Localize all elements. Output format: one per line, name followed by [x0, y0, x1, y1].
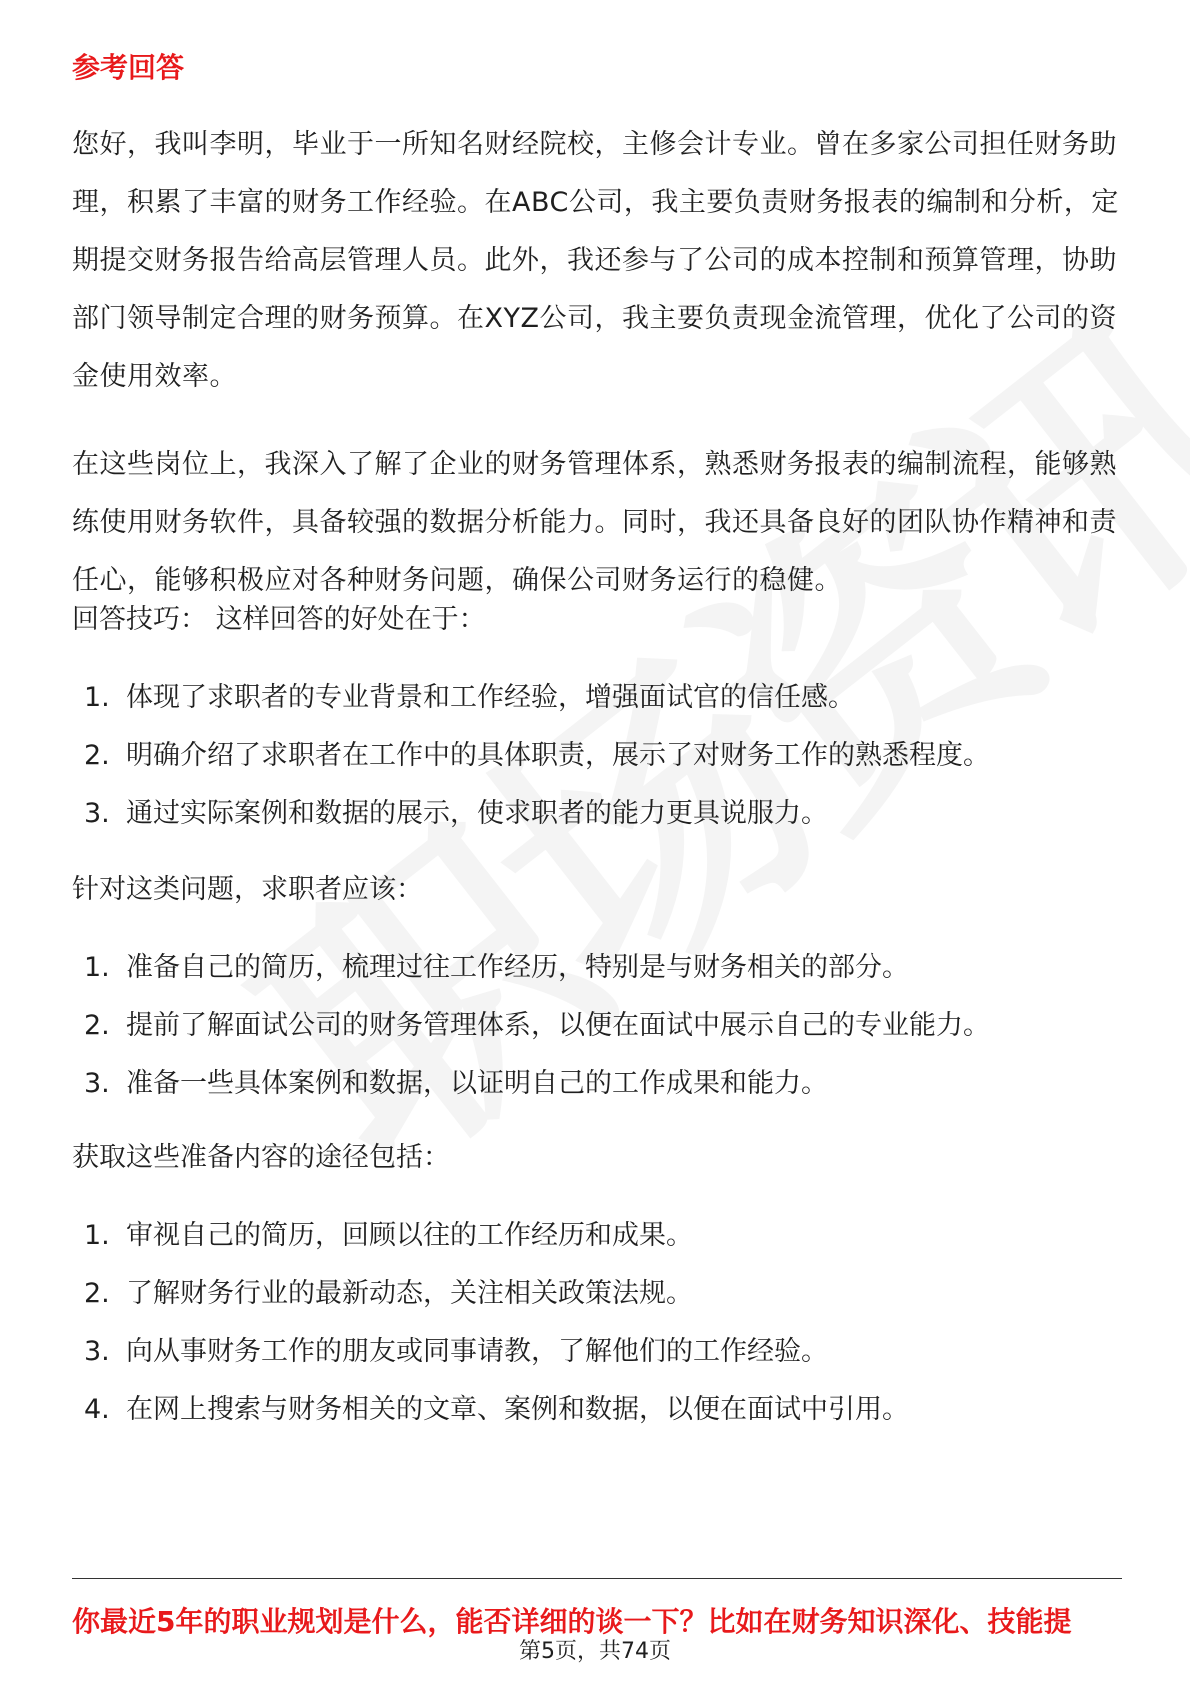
list-item: 3. 通过实际案例和数据的展示，使求职者的能力更具说服力。 — [84, 798, 828, 829]
answer-paragraph-1: 您好，我叫李明，毕业于一所知名财经院校，主修会计专业。曾在多家公司担任财务助理，积累了丰富的财务工作经验。在ABC公司，我主要负责财务报表的编制和分析，定期提交财务报告给高层管理人员。此外，我还参与了公司的成本控制和预算管理，协助部门领导制定合理的财务预算。在XYZ公司，我主要负责现金流管理，优化了公司的资金使用效率。 — [72, 129, 1119, 392]
list-item: 1. 体现了求职者的专业背景和工作经验，增强面试官的信任感。 — [84, 682, 855, 713]
list-item: 3. 准备一些具体案例和数据，以证明自己的工作成果和能力。 — [84, 1068, 828, 1099]
list-item: 2. 明确介绍了求职者在工作中的具体职责，展示了对财务工作的熟悉程度。 — [84, 740, 990, 771]
section-heading: 参考回答 — [72, 51, 185, 84]
list-item: 4. 在网上搜索与财务相关的文章、案例和数据，以便在面试中引用。 — [84, 1394, 909, 1425]
next-question-heading: 你最近5年的职业规划是什么，能否详细的谈一下？比如在财务知识深化、技能提 — [72, 1605, 1072, 1638]
page-footer — [0, 1636, 1190, 1668]
should-label: 针对这类问题，求职者应该： — [72, 874, 423, 905]
tips-list — [84, 678, 990, 852]
ways-label: 获取这些准备内容的途径包括： — [72, 1142, 450, 1173]
list-item: 2. 提前了解面试公司的财务管理体系，以便在面试中展示自己的专业能力。 — [84, 1010, 990, 1041]
ways-list — [84, 1216, 909, 1448]
should-list — [84, 948, 990, 1122]
list-item: 1. 准备自己的简历，梳理过往工作经历，特别是与财务相关的部分。 — [84, 952, 909, 983]
page-number: 第5页，共74页 — [515, 1639, 675, 1664]
answer-paragraph-2: 在这些岗位上，我深入了解了企业的财务管理体系，熟悉财务报表的编制流程，能够熟练使用财务软件，具备较强的数据分析能力。同时，我还具备良好的团队协作精神和责任心，能够积极应对各种财务问题，确保公司财务运行的稳健。 — [72, 449, 1117, 596]
list-item: 1. 审视自己的简历，回顾以往的工作经历和成果。 — [84, 1220, 693, 1251]
tips-label: 回答技巧： 这样回答的好处在于： — [72, 604, 486, 635]
divider — [72, 1578, 1122, 1579]
list-item: 3. 向从事财务工作的朋友或同事请教，了解他们的工作经验。 — [84, 1336, 828, 1367]
list-item: 2. 了解财务行业的最新动态，关注相关政策法规。 — [84, 1278, 693, 1309]
